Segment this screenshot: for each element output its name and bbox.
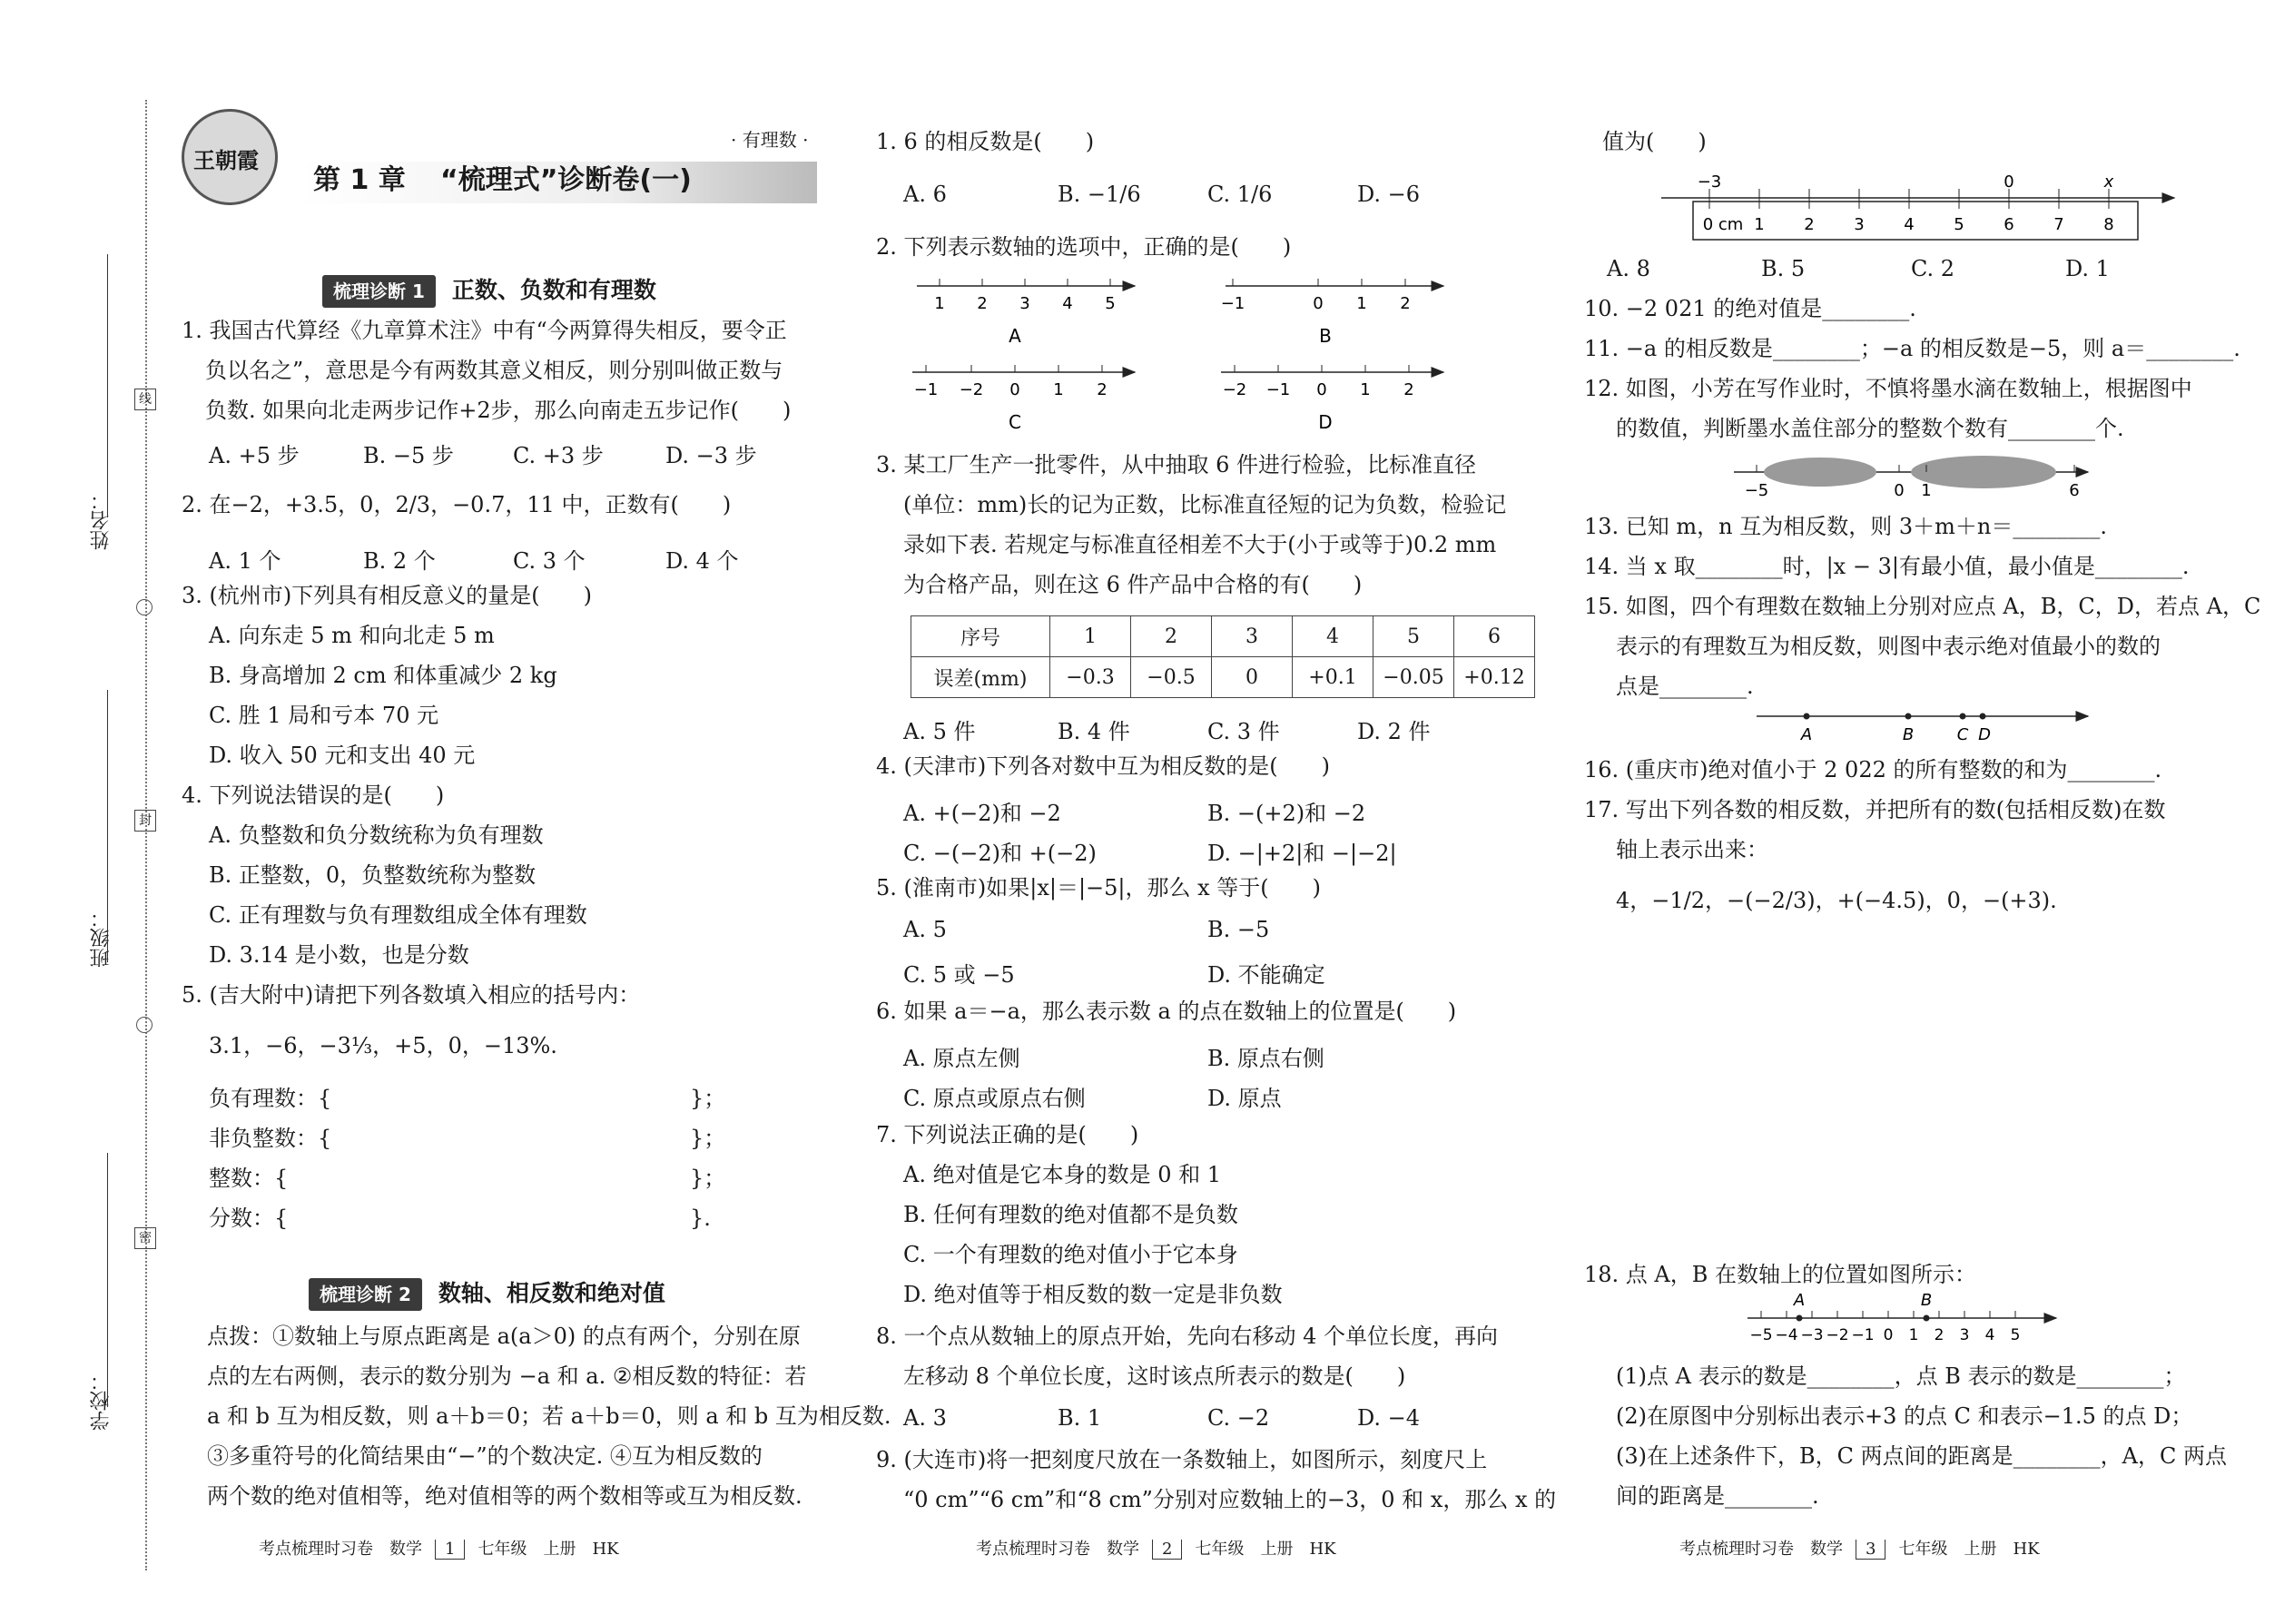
tick-labels	[1749, 1311, 2020, 1344]
point-labels	[1800, 714, 1991, 745]
svg-text:−4: −4	[1775, 1326, 1798, 1344]
svg-text:1: 1	[1360, 380, 1371, 399]
seal-char-xian: 线	[134, 389, 156, 410]
svg-text:8: 8	[2103, 215, 2114, 234]
axis-label-d: D	[1318, 411, 1333, 433]
svg-text:B: B	[1920, 1291, 1933, 1310]
svg-text:3: 3	[1019, 294, 1030, 313]
svg-text:1: 1	[1053, 380, 1064, 399]
svg-text:6: 6	[2004, 215, 2014, 234]
svg-text:3: 3	[1959, 1326, 1970, 1344]
option: A. 绝对值是它本身的数是 0 和 1	[903, 1162, 1222, 1187]
option: C. 原点或原点右侧	[903, 1086, 1086, 1111]
axis-b-ticks	[1221, 279, 1411, 313]
question-text: 负数. 如果向北走两步记作+2步，那么向南走五步记作( )	[205, 398, 792, 423]
page-number: 3	[1856, 1540, 1885, 1560]
footer-left: 考点梳理时习卷 数学	[259, 1540, 422, 1559]
svg-text:0: 0	[1313, 294, 1324, 313]
option: C. 胜 1 局和亏本 70 元	[209, 703, 439, 728]
page-footer	[259, 1536, 619, 1560]
footer-right: 七年级 上册 HK	[1195, 1540, 1336, 1559]
question-text: 5. (吉大附中)请把下列各数填入相应的括号内：	[182, 982, 641, 1008]
svg-text:−3: −3	[1800, 1326, 1824, 1344]
number-list: 3.1，−6，−3⅓，+5，0，−13%.	[209, 1033, 557, 1058]
question-text: 负以名之”，意思是今有两数其意义相反，则分别叫做正数与	[205, 358, 783, 383]
option: A. 6	[903, 182, 947, 207]
svg-text:5: 5	[1105, 294, 1116, 313]
table-cell: 误差(mm)	[911, 657, 1050, 698]
question-text: 9. (大连市)将一把刻度尺放在一条数轴上，如图所示，刻度尺上	[876, 1447, 1488, 1472]
question-text: 3. 某工厂生产一批零件，从中抽取 6 件进行检验，比标准直径	[876, 452, 1477, 477]
table-cell: 3	[1212, 616, 1293, 657]
svg-text:0: 0	[1894, 481, 1905, 500]
question-text: 14. 当 x 取________时，|x − 3|有最小值，最小值是________.	[1584, 554, 2190, 579]
svg-text:5: 5	[2010, 1326, 2021, 1344]
svg-text:0: 0	[2004, 172, 2014, 192]
option: B. 2 个	[363, 548, 436, 574]
svg-text:−1: −1	[1220, 294, 1245, 313]
option: C. +3 步	[513, 443, 604, 468]
table-cell: −0.3	[1050, 657, 1131, 698]
svg-text:−1: −1	[1851, 1326, 1875, 1344]
svg-text:4: 4	[1904, 215, 1915, 234]
category-label: 负有理数：{	[209, 1086, 332, 1111]
option: B. 1	[1058, 1405, 1102, 1431]
option: B. −(+2)和 −2	[1207, 801, 1366, 826]
ab-axis-figure	[1743, 1289, 2070, 1353]
section-header-2	[309, 1278, 665, 1311]
question-text: 15. 如图，四个有理数在数轴上分别对应点 A，B，C，D，若点 A，C	[1584, 594, 2261, 619]
svg-text:5: 5	[1954, 215, 1964, 234]
section-title: 正数、负数和有理数	[451, 277, 656, 303]
seal-char-feng: 封	[134, 810, 156, 832]
question-text: 的数值，判断墨水盖住部分的整数个数有________个.	[1616, 416, 2124, 441]
tip-text: a 和 b 互为相反数，则 a＋b＝0；若 a＋b＝0，则 a 和 b 互为相反数.	[207, 1403, 891, 1429]
svg-text:1: 1	[934, 294, 945, 313]
option: A. 5	[903, 917, 947, 942]
seal-char-mi: 密	[134, 1227, 156, 1249]
question-text: 2. 在−2，+3.5，0，2/3，−0.7，11 中，正数有( )	[182, 492, 732, 517]
seal-circle-icon	[136, 1017, 153, 1033]
option: C. 1/6	[1207, 182, 1273, 207]
option: C. 一个有理数的绝对值小于它本身	[903, 1242, 1238, 1267]
class-label: 班级：	[90, 908, 113, 968]
option: B. 任何有理数的绝对值都不是负数	[903, 1202, 1238, 1227]
option: A. 1 个	[209, 548, 281, 574]
svg-text:4: 4	[1062, 294, 1073, 313]
question-text: (单位：mm)长的记为正数，比标准直径短的记为负数，检验记	[903, 492, 1507, 517]
table-cell: 序号	[911, 616, 1050, 657]
svg-text:−5: −5	[1749, 1326, 1773, 1344]
option: C. −(−2)和 +(−2)	[903, 841, 1097, 866]
axis-label-b: B	[1319, 325, 1332, 347]
svg-text:−2: −2	[1826, 1326, 1849, 1344]
svg-text:C: C	[1956, 725, 1969, 744]
table-cell: 1	[1050, 616, 1131, 657]
section-header-1	[322, 275, 656, 308]
svg-text:A: A	[1800, 725, 1813, 744]
points-axis-figure	[1752, 704, 2097, 749]
tip-text: 点的左右两侧，表示的数分别为 −a 和 a. ②相反数的特征：若	[207, 1363, 807, 1389]
option: B. −1/6	[1058, 182, 1141, 207]
page-footer	[1679, 1536, 2040, 1560]
section-badge: 梳理诊断 2	[309, 1278, 422, 1311]
question-text: 左移动 8 个单位长度，这时该点所表示的数是( )	[903, 1363, 1406, 1389]
svg-text:0 cm: 0 cm	[1702, 215, 1744, 234]
page-title: “梳理式”诊断卷(一)	[440, 164, 692, 196]
question-text: 3. (杭州市)下列具有相反意义的量是( )	[182, 583, 592, 608]
table-row	[911, 657, 1535, 698]
option: B. 原点右侧	[1207, 1046, 1324, 1071]
sub-question: (2)在原图中分别标出表示+3 的点 C 和表示−1.5 的点 D；	[1616, 1403, 2193, 1429]
svg-text:−1: −1	[913, 380, 939, 399]
ink-blot	[1764, 458, 1876, 487]
svg-text:0: 0	[1883, 1326, 1894, 1344]
table-cell: +0.1	[1293, 657, 1373, 698]
table-cell: 2	[1131, 616, 1212, 657]
seal-circle-icon	[136, 599, 153, 615]
section-badge: 梳理诊断 1	[322, 275, 436, 308]
option: A. +5 步	[209, 443, 300, 468]
table-row	[911, 616, 1535, 657]
question-text: 12. 如图，小芳在写作业时，不慎将墨水滴在数轴上，根据图中	[1584, 376, 2192, 401]
svg-text:2: 2	[977, 294, 988, 313]
question-text: 5. (淮南市)如果|x|＝|−5|，那么 x 等于( )	[876, 875, 1322, 901]
svg-text:D: D	[1978, 725, 1991, 744]
svg-text:2: 2	[1934, 1326, 1944, 1344]
question-text: 18. 点 A，B 在数轴上的位置如图所示：	[1584, 1262, 1977, 1287]
footer-left: 考点梳理时习卷 数学	[1679, 1540, 1843, 1559]
svg-text:B: B	[1902, 725, 1915, 744]
option: D. −6	[1357, 182, 1421, 207]
option: A. +(−2)和 −2	[903, 801, 1061, 826]
svg-text:x: x	[2103, 172, 2114, 192]
option: C. 2	[1911, 256, 1955, 281]
page-number: 1	[435, 1540, 465, 1560]
option: B. −5 步	[363, 443, 454, 468]
option: A. 向东走 5 m 和向北走 5 m	[209, 623, 495, 648]
svg-text:1: 1	[1908, 1326, 1919, 1344]
option: A. 8	[1607, 256, 1650, 281]
question-text: 轴上表示出来：	[1616, 837, 1768, 862]
question-text: 7. 下列说法正确的是( )	[876, 1122, 1139, 1147]
tip-text: 两个数的绝对值相等，绝对值相等的两个数相等或互为相反数.	[207, 1483, 802, 1509]
logo-text: 王朝霞	[193, 147, 259, 173]
svg-text:0: 0	[1316, 380, 1327, 399]
svg-text:−5: −5	[1744, 481, 1769, 500]
section-title: 数轴、相反数和绝对值	[438, 1280, 665, 1306]
table-cell: −0.05	[1373, 657, 1454, 698]
ruler-ticks	[1709, 189, 2109, 209]
page-footer	[976, 1536, 1336, 1560]
axis-top-labels	[1698, 172, 2114, 192]
svg-text:1: 1	[1356, 294, 1367, 313]
tip-text: ③多重符号的化简结果由“−”的个数决定. ④互为相反数的	[207, 1443, 763, 1469]
svg-text:2: 2	[1804, 215, 1815, 234]
question-text: 1. 6 的相反数是( )	[876, 129, 1095, 154]
option: D. 不能确定	[1207, 962, 1325, 988]
table-cell: 6	[1454, 616, 1535, 657]
question-text: 17. 写出下列各数的相反数，并把所有的数(包括相反数)在数	[1584, 797, 2166, 822]
sub-question: (1)点 A 表示的数是________，点 B 表示的数是________；	[1616, 1363, 2186, 1389]
sub-question: 间的距离是________.	[1616, 1483, 1819, 1509]
axis-label-a: A	[1009, 325, 1021, 347]
school-writing-line	[107, 1153, 108, 1407]
option: D. −3 步	[665, 443, 757, 468]
question-text: 6. 如果 a＝−a，那么表示数 a 的点在数轴上的位置是( )	[876, 999, 1457, 1024]
binding-line	[145, 100, 147, 1570]
svg-text:6: 6	[2069, 481, 2080, 500]
sub-question: (3)在上述条件下，B，C 两点间的距离是________，A，C 两点	[1616, 1443, 2227, 1469]
table-cell: −0.5	[1131, 657, 1212, 698]
question-text: 4. 下列说法错误的是( )	[182, 782, 445, 808]
footer-left: 考点梳理时习卷 数学	[976, 1540, 1139, 1559]
svg-text:3: 3	[1854, 215, 1865, 234]
option: B. 4 件	[1058, 719, 1130, 744]
category-end: }；	[690, 1126, 726, 1151]
option: A. 3	[903, 1405, 947, 1431]
option: A. 原点左侧	[903, 1046, 1020, 1071]
school-label: 学校：	[90, 1371, 113, 1431]
axis-c-ticks	[914, 365, 1108, 399]
logo-seal	[182, 109, 278, 205]
svg-text:2: 2	[1400, 294, 1411, 313]
question-text: 16. (重庆市)绝对值小于 2 022 的所有整数的和为________.	[1584, 757, 2162, 782]
ink-axis-figure	[1725, 452, 2106, 507]
option: C. −2	[1207, 1405, 1270, 1431]
option: D. 原点	[1207, 1086, 1282, 1111]
option: B. 身高增加 2 cm 和体重减少 2 kg	[209, 663, 557, 688]
question-text: 表示的有理数互为相反数，则图中表示绝对值最小的数的	[1616, 634, 2161, 659]
name-writing-line	[107, 254, 108, 517]
svg-text:−1: −1	[1265, 380, 1291, 399]
category-label: 整数：{	[209, 1166, 289, 1191]
question-text: 10. −2 021 的绝对值是________.	[1584, 296, 1916, 321]
category-end: }；	[690, 1086, 726, 1111]
ruler-labels	[1703, 215, 2114, 234]
table-cell: 0	[1212, 657, 1293, 698]
option: D. −|+2|和 −|−2|	[1207, 841, 1397, 866]
question-text: 点是________.	[1616, 674, 1754, 699]
option: D. 1	[2065, 256, 2110, 281]
question-text: 1. 我国古代算经《九章算术注》中有“今两算得失相反，要令正	[182, 318, 787, 343]
ruler-figure	[1652, 163, 2188, 245]
question-text: 录如下表. 若规定与标准直径相差不大于(小于或等于)0.2 mm	[903, 532, 1497, 557]
subject-tag: · 有理数 ·	[731, 129, 809, 151]
chapter-label: 第 1 章	[313, 164, 406, 196]
question-text: 13. 已知 m，n 互为相反数，则 3＋m＋n＝________.	[1584, 514, 2108, 539]
svg-text:−2: −2	[1222, 380, 1247, 399]
option: D. 绝对值等于相反数的数一定是非负数	[903, 1282, 1283, 1307]
question-text: 4. (天津市)下列各对数中互为相反数的是( )	[876, 753, 1330, 779]
svg-text:A: A	[1793, 1291, 1806, 1310]
option: D. 收入 50 元和支出 40 元	[209, 743, 476, 768]
ink-blot	[1911, 456, 2056, 488]
table-cell: 5	[1373, 616, 1454, 657]
axis-options-figure	[899, 268, 1534, 440]
tip-text: 点拨：①数轴上与原点距离是 a(a＞0) 的点有两个，分别在原	[207, 1324, 801, 1349]
category-label: 非负整数：{	[209, 1126, 332, 1151]
name-label: 姓名：	[90, 490, 113, 550]
category-label: 分数：{	[209, 1206, 289, 1231]
option: D. 2 件	[1357, 719, 1431, 744]
option: B. 正整数，0，负整数统称为整数	[209, 862, 537, 888]
table-cell: 4	[1293, 616, 1373, 657]
footer-right: 七年级 上册 HK	[478, 1540, 619, 1559]
option: D. 4 个	[665, 548, 739, 574]
question-text: 8. 一个点从数轴上的原点开始，先向右移动 4 个单位长度，再向	[876, 1324, 1499, 1349]
option: A. 负整数和负分数统称为负有理数	[209, 822, 544, 848]
axis-a-ticks	[934, 279, 1115, 313]
page-number: 2	[1152, 1540, 1182, 1560]
option: C. 3 件	[1207, 719, 1280, 744]
question-text: 11. −a 的相反数是________；−a 的相反数是−5，则 a＝________.	[1584, 336, 2240, 361]
svg-text:1: 1	[1754, 215, 1765, 234]
footer-right: 七年级 上册 HK	[1898, 1540, 2040, 1559]
svg-text:−2: −2	[959, 380, 984, 399]
svg-text:2: 2	[1403, 380, 1414, 399]
axis-label-c: C	[1009, 411, 1021, 433]
error-table	[911, 615, 1535, 698]
svg-text:7: 7	[2053, 215, 2064, 234]
table-cell: +0.12	[1454, 657, 1535, 698]
option: B. −5	[1207, 917, 1270, 942]
svg-text:−3: −3	[1697, 172, 1722, 192]
svg-text:2: 2	[1097, 380, 1108, 399]
number-list: 4，−1/2，−(−2/3)，+(−4.5)，0，−(+3).	[1616, 888, 2057, 913]
question-text: 2. 下列表示数轴的选项中，正确的是( )	[876, 234, 1292, 260]
axis-d-ticks	[1223, 365, 1414, 399]
option: B. 5	[1761, 256, 1806, 281]
svg-text:1: 1	[1921, 481, 1932, 500]
svg-text:4: 4	[1984, 1326, 1995, 1344]
category-end: }；	[690, 1166, 726, 1191]
option: A. 5 件	[903, 719, 976, 744]
class-writing-line	[107, 690, 108, 962]
option: D. −4	[1357, 1405, 1421, 1431]
question-text: 为合格产品，则在这 6 件产品中合格的有( )	[903, 572, 1363, 597]
svg-text:0: 0	[1009, 380, 1020, 399]
question-text: 值为( )	[1602, 129, 1707, 154]
option: C. 正有理数与负有理数组成全体有理数	[209, 902, 587, 928]
option: D. 3.14 是小数，也是分数	[209, 942, 469, 968]
question-text: “0 cm”“6 cm”和“8 cm”分别对应数轴上的−3，0 和 x，那么 x 的	[903, 1487, 1557, 1512]
option: C. 3 个	[513, 548, 586, 574]
category-end: }.	[690, 1206, 711, 1231]
option: C. 5 或 −5	[903, 962, 1015, 988]
